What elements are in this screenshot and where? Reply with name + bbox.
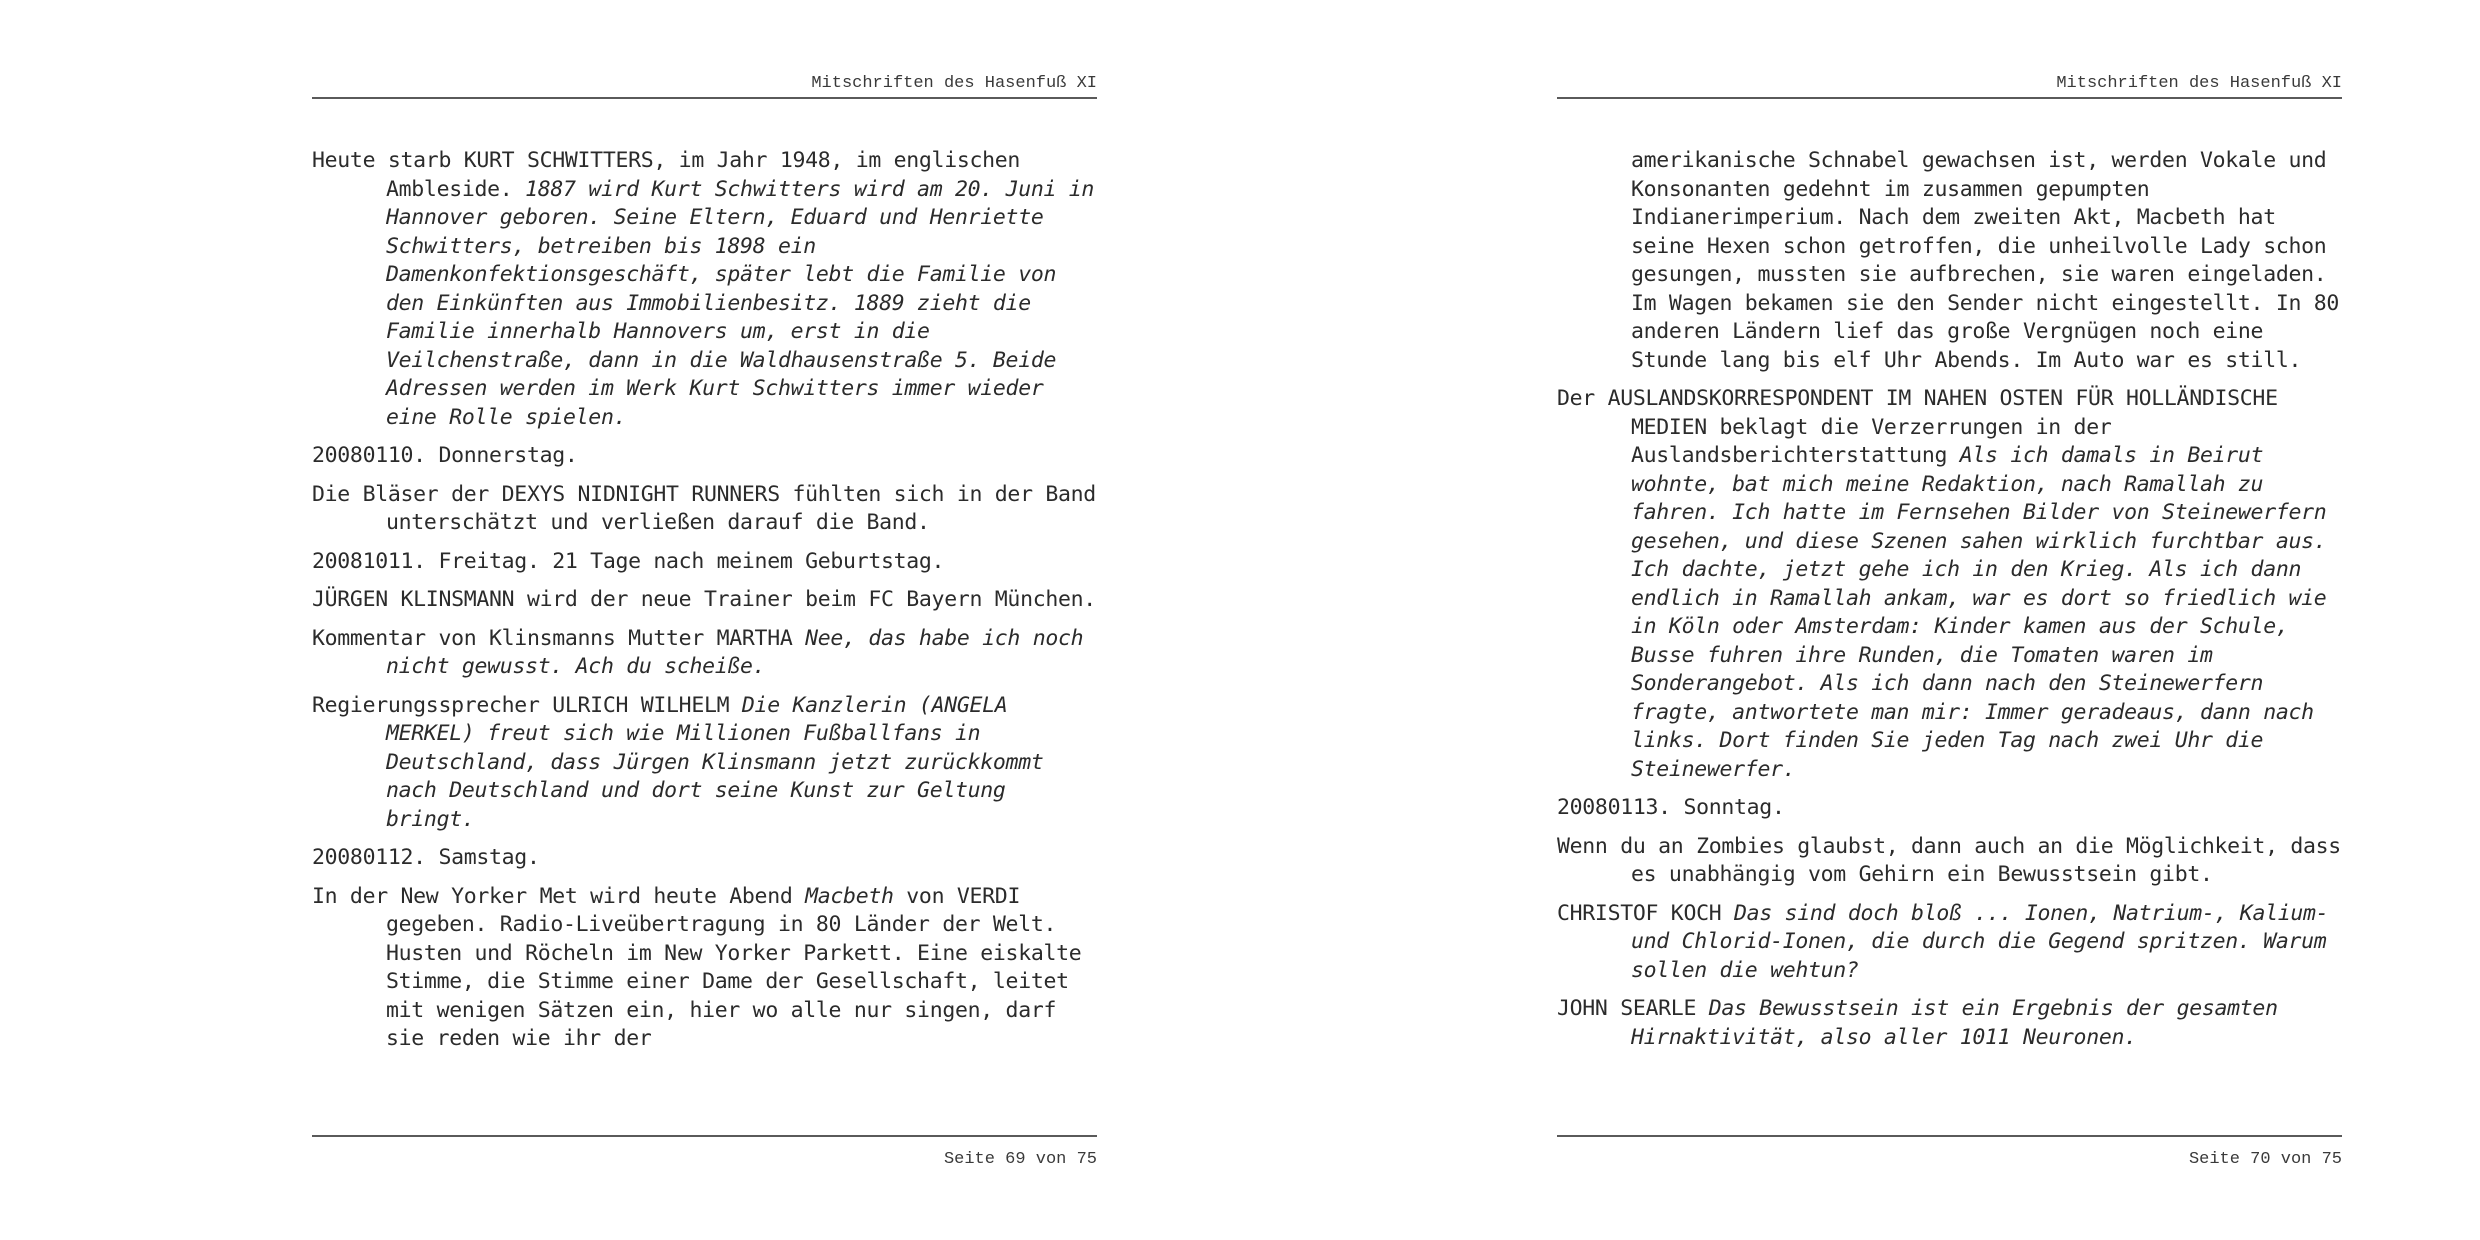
paragraph-continuation [1557,147,2342,375]
paragraph-text: amerikanische Schnabel gewachsen ist, werden Vokale und Konsonanten gedehnt im zusammen gepumpten Indianerimperium. Nach dem zweiten Akt, Macbeth hat seine Hexen schon getroffen, die unheilvolle Lady schon gesungen, mussten sie aufbrechen, sie waren eingeladen. Im Wagen bekamen sie den Sender nicht eingestellt. In 80 anderen Ländern lief das große Vergnügen noch eine Stunde lang bis elf Uhr Abends. Im Auto war es still. [1631,148,2340,373]
page-number-total: 75 [2321,1150,2342,1169]
paragraph [312,481,1097,538]
date-entry [1557,794,2342,823]
paragraph-text: Regierungssprecher ULRICH WILHELM [312,692,742,718]
paragraph [312,586,1097,615]
page-text [312,147,1097,1064]
quote-text: Nee, das habe ich noch nicht gewusst. Ach du scheiße. [386,625,1084,679]
page-number [1557,1150,2342,1169]
paragraph-text: Die Bläser der DEXYS NIDNIGHT RUNNERS fühlten sich in der Band unterschätzt und verließen darauf die Band. [312,481,1096,535]
paragraph [312,147,1097,432]
page-number [312,1150,1097,1169]
page-number-prefix: Seite [2188,1150,2240,1169]
date-entry [312,844,1097,873]
paragraph-text: CHRISTOF KOCH [1557,900,1735,926]
page-number-current: 70 [2250,1150,2271,1169]
paragraph [1557,833,2342,890]
header-rule [1557,97,2342,99]
paragraph-text: 20081011. Freitag. 21 Tage nach meinem Geburtstag. [312,548,945,574]
footer-rule [1557,1135,2342,1137]
paragraph-text: 20080110. Donnerstag. [312,443,578,468]
page-number-current: 69 [1005,1150,1026,1169]
paragraph [1557,995,2342,1052]
paragraph [312,883,1097,1054]
page-number-prefix: Seite [943,1150,995,1169]
running-header: Mitschriften des Hasenfuß XI [2056,74,2342,93]
paragraph-text: 20080113. Sonntag. [1557,795,1785,820]
paragraph [312,625,1097,682]
page-number-of: von [1035,1150,1067,1169]
paragraph-text: Wenn du an Zombies glaubst, dann auch an die Möglichkeit, dass es unabhängig vom Gehirn ein Bewusstsein gibt. [1557,833,2341,887]
paragraph-text: 20080112. Samstag. [312,845,540,870]
paragraph-text: JÜRGEN KLINSMANN wird der neue Trainer beim FC Bayern München. [312,587,1096,612]
date-entry [312,548,1097,577]
page-number-total: 75 [1076,1150,1097,1169]
paragraph-text: Heute starb KURT SCHWITTERS, im Jahr 1948, im englischen Ambleside. [312,148,1021,202]
quote-text: Das sind doch bloß ... Ionen, Natrium-, Kalium- und Chlorid-Ionen, die durch die Gegend spritzen. Warum sollen die wehtun? [1631,900,2329,983]
title-text: Macbeth [805,883,894,909]
quote-text: Als ich damals in Beirut wohnte, bat mich meine Redaktion, nach Ramallah zu fahren. Ich hatte im Fernsehen Bilder von Steinewerfern gesehen, und diese Szenen sahen wirklich furchtbar aus. Ich dachte, jetzt gehe ich in den Krieg. Als ich dann endlich in Ramallah ankam, war es dort so friedlich wie in Köln oder Amsterdam: Kinder kamen aus der Schule, Busse fuhren ihre Runden, die Tomaten waren im Sonderangebot. Als ich dann nach den Steinewerfern fragte, antwortete man mir: Immer geradeaus, dann nach links. Dort finden Sie jeden Tag nach zwei Uhr die Steinewerfer. [1631,443,2327,782]
paragraph [1557,385,2342,784]
footer-rule [312,1135,1097,1137]
paragraph-text: Kommentar von Klinsmanns Mutter MARTHA [312,625,806,651]
paragraph [312,692,1097,835]
left-page [312,0,1097,1240]
page-number-of: von [2280,1150,2312,1169]
quote-text: Das Bewusstsein ist ein Ergebnis der gesamten Hirnaktivität, also aller 1011 Neuronen. [1631,996,2278,1050]
page-text [1557,147,2342,1062]
paragraph-text: Der AUSLANDSKORRESPONDENT IM NAHEN OSTEN FÜR HOLLÄNDISCHE MEDIEN beklagt die Verzerrungen in der Auslandsberichterstattung [1557,386,2278,468]
running-header: Mitschriften des Hasenfuß XI [811,74,1097,93]
right-page [1557,0,2342,1240]
paragraph-text: von VERDI gegeben. Radio-Liveübertragung in 80 Länder der Welt. Husten und Röcheln im New Yorker Parkett. Eine eiskalte Stimme, die Stimme einer Dame der Gesellschaft, leitet mit wenigen Sätzen ein, hier wo alle nur singen, darf sie reden wie ihr der [386,883,1082,1051]
header-rule [312,97,1097,99]
quote-text: 1887 wird Kurt Schwitters wird am 20. Juni in Hannover geboren. Seine Eltern, Eduard und Henriette Schwitters, betreiben bis 1898 ein Damenkonfektionsgeschäft, später lebt die Familie von den Einkünften aus Immobilienbesitz. 1889 zieht die Familie innerhalb Hannovers um, erst in die Veilchenstraße, dann in die Waldhausenstraße 5. Beide Adressen werden im Werk Kurt Schwitters immer wieder eine Rolle spielen. [386,176,1095,430]
paragraph [1557,900,2342,986]
quote-text: Die Kanzlerin (ANGELA MERKEL) freut sich wie Millionen Fußballfans in Deutschland, dass Jürgen Klinsmann jetzt zurückkommt nach Deutschland und dort seine Kunst zur Geltung bringt. [386,692,1044,832]
date-entry [312,442,1097,471]
paragraph-text: In der New Yorker Met wird heute Abend [312,883,806,909]
paragraph-text: JOHN SEARLE [1557,996,1709,1021]
